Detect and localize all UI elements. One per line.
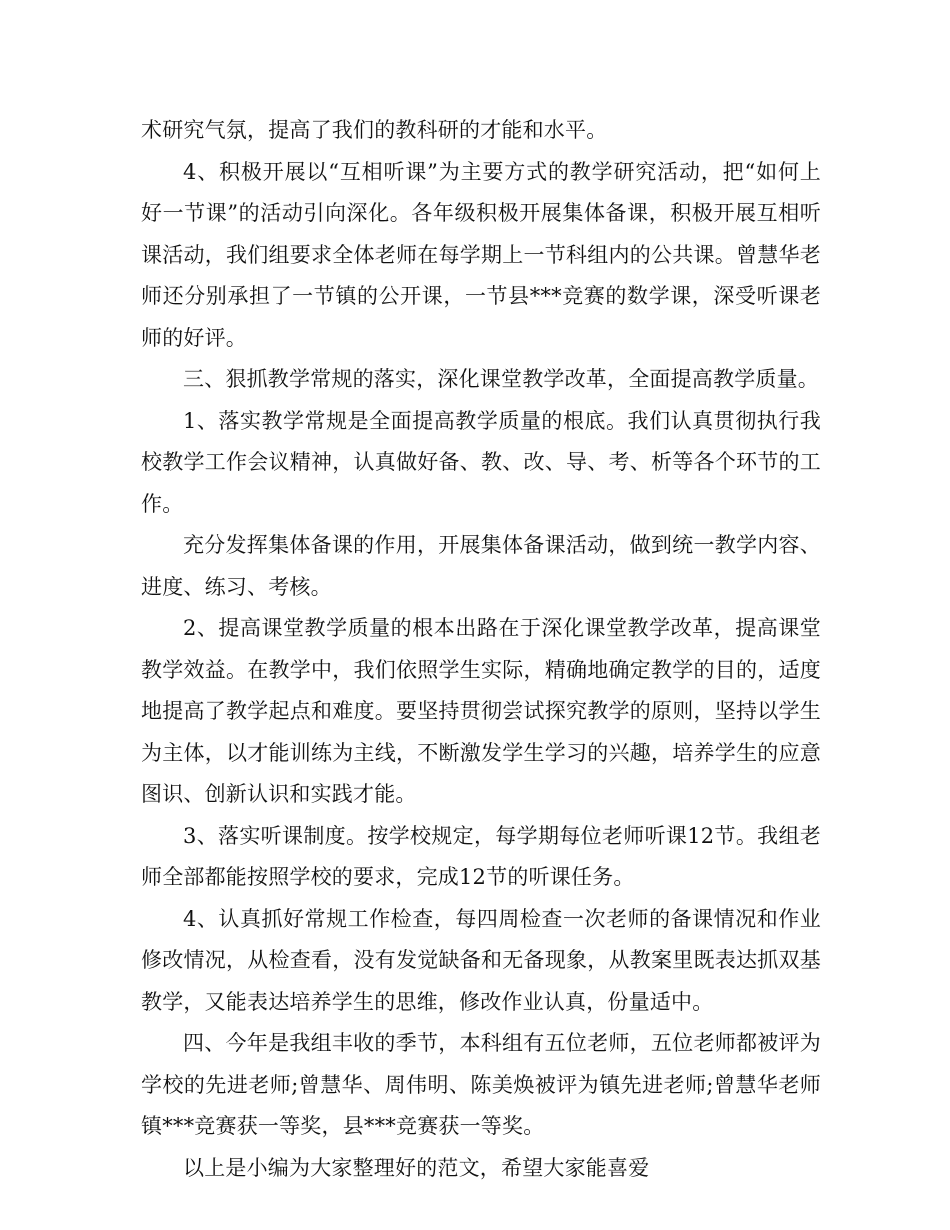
paragraph-1: 术研究气氛，提高了我们的教科研的才能和水平。 xyxy=(141,118,608,142)
paragraph-7: 3、落实听课制度。按学校规定，每学期每位老师听课12节。我组老师全部都能按照学校的要求，完成12节的听课任务。 xyxy=(141,823,821,889)
paragraph-8: 4、认真抓好常规工作检查，每四周检查一次老师的备课情况和作业修改情况，从检查看，没有发觉缺备和无备现象，从教案里既表达抓双基教学，又能表达培养学生的思维，修改作业认真，份量适中。 xyxy=(141,906,821,1014)
paragraph-2: 4、积极开展以“互相听课”为主要方式的教学研究活动，把“如何上好一节课”的活动引向深化。各年级积极开展集体备课，积极开展互相听课活动，我们组要求全体老师在每学期上一节科组内的公共课。曾慧华老师还分别承担了一节镇的公开课，一节县***竞赛的数学课，深受听课老师的好评。 xyxy=(141,159,821,350)
paragraph-6: 2、提高课堂教学质量的根本出路在于深化课堂教学改革，提高课堂教学效益。在教学中，我们依照学生实际，精确地确定教学的目的，适度地提高了教学起点和难度。要坚持贯彻尝试探究教学的原则，坚持以学生为主体，以才能训练为主线，不断激发学生学习的兴趣，培养学生的应意图识、创新认识和实践才能。 xyxy=(141,616,821,806)
paragraph-3: 三、狠抓教学常规的落实，深化课堂教学改革，全面提高教学质量。 xyxy=(183,367,819,391)
paragraph-4: 1、落实教学常规是全面提高教学质量的根底。我们认真贯彻执行我校教学工作会议精神，认真做好备、教、改、导、考、析等各个环节的工作。 xyxy=(141,408,821,516)
document-body xyxy=(141,110,821,1189)
paragraph-9: 四、今年是我组丰收的季节，本科组有五位老师，五位老师都被评为学校的先进老师;曾慧华、周伟明、陈美焕被评为镇先进老师;曾慧华老师镇***竞赛获一等奖，县***竞赛获一等奖。 xyxy=(141,1031,821,1138)
paragraph-5: 充分发挥集体备课的作用，开展集体备课活动，做到统一教学内容、进度、练习、考核。 xyxy=(141,533,821,599)
paragraph-10: 以上是小编为大家整理好的范文，希望大家能喜爱 xyxy=(183,1155,650,1180)
